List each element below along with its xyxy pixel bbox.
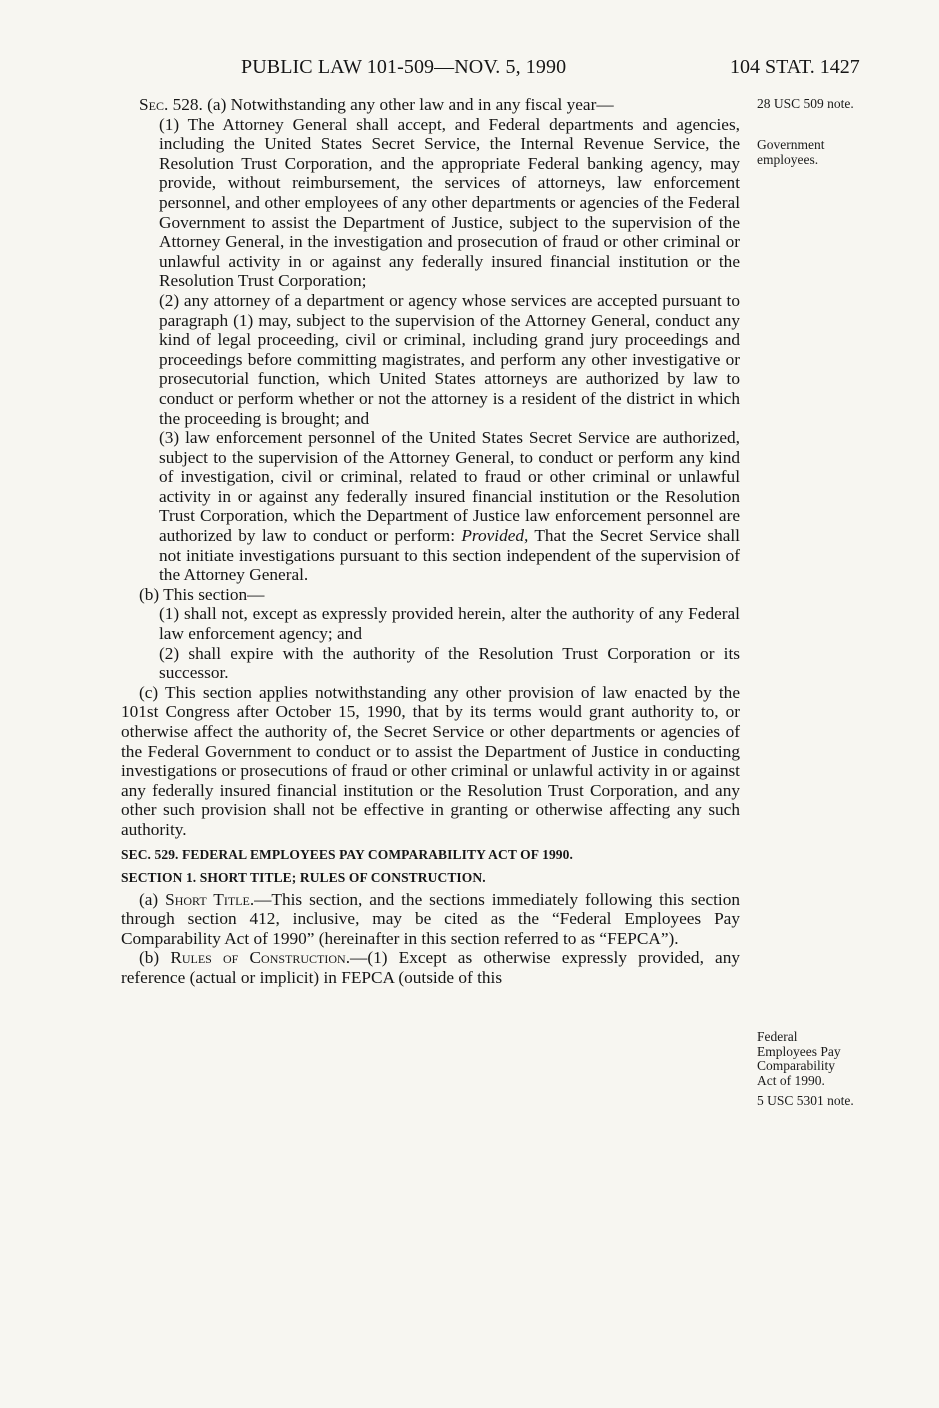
sec-528-c: (c) This section applies notwithstanding any other provision of law enacted by the 101st Congress after October 15, 1990, that by its terms would grant authority to, or otherwise affect the authority of, the Secret Service or other departments or agencies of the Federal Government to conduct or to assist the Department of Justice in conducting investigations or prosecutions of fraud or other criminal or unlawful activity in or against any federally insured financial institution or the Resolution Trust Corporation, and any other such provision shall not be effective in granting or otherwise affecting any such authority. <box>121 682 740 839</box>
margin-note-5-usc-5301 <box>757 1094 927 1109</box>
margin-note-fepca <box>757 1030 927 1088</box>
sec-528-b: (b) This section— <box>139 584 265 604</box>
sec-528-intro-text: 528. (a) Notwithstanding any other law and in any fiscal year— <box>172 95 614 114</box>
section-1-b <box>121 948 740 987</box>
sec-529-heading: SEC. 529. FEDERAL EMPLOYEES PAY COMPARABILITY ACT OF 1990. <box>121 846 573 862</box>
section-1-a-text: .—This section, and the sections immediately following this section through section 412, inclusive, may be cited as the “Federal Employees Pay Comparability Act of 1990” (hereinafter in this section referred to as “FEPCA”). <box>121 889 740 948</box>
sec-528-a2: (2) any attorney of a department or agency whose services are accepted pursuant to paragraph (1) may, subject to the supervision of the Attorney General, conduct any kind of legal proceeding, civil or criminal, including grand jury proceedings and proceedings before committing magistrates, and perform any other investigative or prosecutorial function, which United States attorneys are authorized by law to conduct or perform whether or not the attorney is a resident of the district in which the proceeding is brought; and <box>159 290 740 428</box>
margin-note-text: 5 USC 5301 note. <box>757 1093 854 1108</box>
margin-note-text: Government <box>757 137 825 152</box>
statute-body <box>121 95 740 988</box>
margin-note-text: 28 USC 509 note. <box>757 96 854 111</box>
section-1-a <box>121 890 740 949</box>
margin-note-government-employees <box>757 138 927 167</box>
margin-note-text: employees. <box>757 151 819 167</box>
sec-528-a3-proviso-text: That the Secret Service shall not initiate investigations pursuant to this section independent of the supervision of the Attorney General. <box>159 526 740 585</box>
margin-note-text: Federal <box>757 1029 798 1044</box>
sec-label: Sec. <box>139 95 169 114</box>
sec-528-b2: (2) shall expire with the authority of the Resolution Trust Corporation or its successor. <box>159 643 740 683</box>
running-header-title: PUBLIC LAW 101-509—NOV. 5, 1990 <box>241 56 567 78</box>
sec-528-intro <box>121 95 740 115</box>
running-header-page: 104 STAT. 1427 <box>730 56 860 78</box>
margin-note-text: Employees Pay <box>757 1043 841 1059</box>
margin-note-text: Act of 1990. <box>757 1072 825 1088</box>
margin-note-text: Comparability <box>757 1058 835 1073</box>
section-1-heading: SECTION 1. SHORT TITLE; RULES OF CONSTRUCTION. <box>121 869 486 885</box>
rules-of-construction-caption: Rules of Construction <box>170 948 346 968</box>
sec-528-a1: (1) The Attorney General shall accept, and Federal departments and agencies, including the United States Secret Service, the Internal Revenue Service, the Resolution Trust Corporation, and the appropriate Federal banking agency, may provide, without reimbursement, the services of attorneys, law enforcement personnel, and other employees of any other departments or agencies of the Federal Government to assist the Department of Justice, subject to the supervision of the Attorney General, in the investigation and prosecution of fraud or other criminal or unlawful activity in or against any federally insured financial institution or the Resolution Trust Corporation; <box>159 114 740 291</box>
provided-proviso: Provided, <box>461 526 529 546</box>
short-title-caption: Short Title <box>165 889 250 909</box>
section-1-b-label: (b) <box>139 948 160 968</box>
section-1-a-label: (a) <box>139 889 159 909</box>
sec-528-b1: (1) shall not, except as expressly provided herein, alter the authority of any Federal law enforcement agency; and <box>159 604 740 644</box>
sec-528-a3 <box>121 428 740 585</box>
margin-note-28-usc-509 <box>757 97 927 112</box>
sec-528-a3-text: (3) law enforcement personnel of the United States Secret Service are authorized, subject to the supervision of the Attorney General, to conduct or perform any kind of investigation, civil or criminal, related to fraud or other criminal or unlawful activity in or against any federally insured financial institution or the Resolution Trust Corporation, which the Department of Justice law enforcement personnel are authorized by law to conduct or perform: <box>159 428 740 546</box>
section-1-b-text: .—(1) Except as otherwise expressly provided, any reference (actual or implicit) in FEPCA (outside of this <box>121 948 741 987</box>
